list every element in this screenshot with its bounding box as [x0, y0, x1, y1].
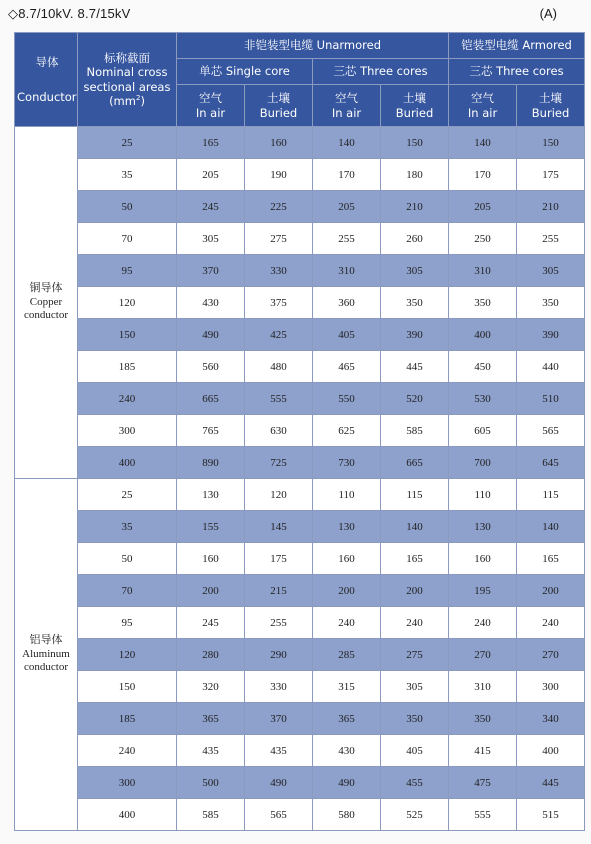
- ampacity-cell: 190: [245, 159, 313, 191]
- ampacity-cell: 290: [245, 639, 313, 671]
- cross-section-cell: 150: [78, 319, 177, 351]
- ampacity-cell: 110: [449, 479, 517, 511]
- ampacity-cell: 280: [177, 639, 245, 671]
- ampacity-cell: 390: [517, 319, 585, 351]
- conductor-group-label-cn: 铜导体: [29, 281, 63, 294]
- buried-header: [245, 85, 313, 127]
- table-row: [15, 159, 585, 191]
- ampacity-cell: 315: [313, 671, 381, 703]
- ampacity-cell: 305: [177, 223, 245, 255]
- ampacity-cell: 500: [177, 767, 245, 799]
- ampacity-cell: 510: [517, 383, 585, 415]
- conductor-group-label-en2: conductor: [24, 661, 68, 674]
- ampacity-cell: 195: [449, 575, 517, 607]
- ampacity-cell: 310: [313, 255, 381, 287]
- ampacity-cell: 165: [517, 543, 585, 575]
- area-header-en-1: Nominal cross: [86, 65, 168, 80]
- cross-section-cell: 25: [78, 479, 177, 511]
- ampacity-cell: 310: [449, 671, 517, 703]
- ampacity-cell: 435: [245, 735, 313, 767]
- ampacity-cell: 200: [313, 575, 381, 607]
- cross-section-cell: 120: [78, 287, 177, 319]
- ampacity-cell: 210: [517, 191, 585, 223]
- table-row: [15, 223, 585, 255]
- table-body: [15, 127, 585, 831]
- table-row: [15, 447, 585, 479]
- ampacity-cell: 365: [313, 703, 381, 735]
- table-row: [15, 191, 585, 223]
- single-core-header: 单芯 Single core: [177, 59, 313, 85]
- ampacity-cell: 130: [313, 511, 381, 543]
- table-row: [15, 767, 585, 799]
- ampacity-cell: 645: [517, 447, 585, 479]
- ampacity-cell: 480: [245, 351, 313, 383]
- conductor-header: [15, 33, 78, 127]
- ampacity-cell: 115: [381, 479, 449, 511]
- ampacity-cell: 205: [313, 191, 381, 223]
- table-row: [15, 639, 585, 671]
- table-row: [15, 415, 585, 447]
- ampacity-cell: 350: [381, 287, 449, 319]
- ampacity-cell: 490: [177, 319, 245, 351]
- ampacity-cell: 525: [381, 799, 449, 831]
- air-header-cn: 空气: [199, 91, 222, 106]
- ampacity-cell: 565: [245, 799, 313, 831]
- air-header: [313, 85, 381, 127]
- ampacity-cell: 665: [381, 447, 449, 479]
- table-row: [15, 511, 585, 543]
- ampacity-cell: 445: [517, 767, 585, 799]
- ampacity-cell: 165: [177, 127, 245, 159]
- cross-section-cell: 70: [78, 575, 177, 607]
- ampacity-cell: 205: [177, 159, 245, 191]
- ampacity-cell: 175: [517, 159, 585, 191]
- air-header-en: In air: [331, 105, 362, 120]
- cross-section-cell: 300: [78, 767, 177, 799]
- ampacity-cell: 175: [245, 543, 313, 575]
- ampacity-cell: 390: [381, 319, 449, 351]
- ampacity-cell: 160: [449, 543, 517, 575]
- ampacity-cell: 585: [177, 799, 245, 831]
- table-row: [15, 319, 585, 351]
- ampacity-cell: 550: [313, 383, 381, 415]
- ampacity-cell: 555: [245, 383, 313, 415]
- ampacity-cell: 160: [245, 127, 313, 159]
- ampacity-cell: 275: [245, 223, 313, 255]
- ampacity-cell: 700: [449, 447, 517, 479]
- ampacity-cell: 320: [177, 671, 245, 703]
- ampacity-cell: 180: [381, 159, 449, 191]
- cross-section-cell: 95: [78, 607, 177, 639]
- ampacity-cell: 445: [381, 351, 449, 383]
- ampacity-cell: 245: [177, 191, 245, 223]
- table-row: [15, 127, 585, 159]
- ampacity-cell: 240: [449, 607, 517, 639]
- buried-header: [517, 85, 585, 127]
- ampacity-cell: 360: [313, 287, 381, 319]
- ampacity-cell: 520: [381, 383, 449, 415]
- ampacity-cell: 340: [517, 703, 585, 735]
- cross-section-cell: 95: [78, 255, 177, 287]
- cross-section-cell: 150: [78, 671, 177, 703]
- unarmored-header: 非铠装型电缆 Unarmored: [177, 33, 449, 59]
- conductor-group-label-cn: 铝导体: [29, 633, 63, 646]
- ampacity-cell: 415: [449, 735, 517, 767]
- ampacity-cell: 350: [449, 703, 517, 735]
- ampacity-cell: 305: [381, 255, 449, 287]
- table-row: [15, 671, 585, 703]
- buried-header-en: Buried: [395, 105, 434, 120]
- ampacity-cell: 140: [449, 127, 517, 159]
- table-row: [15, 383, 585, 415]
- ampacity-cell: 225: [245, 191, 313, 223]
- ampacity-cell: 465: [313, 351, 381, 383]
- ampacity-cell: 240: [517, 607, 585, 639]
- table-row: [15, 799, 585, 831]
- ampacity-cell: 565: [517, 415, 585, 447]
- ampacity-cell: 430: [313, 735, 381, 767]
- ampacity-cell: 490: [245, 767, 313, 799]
- cross-section-cell: 400: [78, 799, 177, 831]
- ampacity-cell: 245: [177, 607, 245, 639]
- cross-section-cell: 25: [78, 127, 177, 159]
- ampacity-cell: 160: [313, 543, 381, 575]
- ampacity-cell: 400: [449, 319, 517, 351]
- ampacity-cell: 275: [381, 639, 449, 671]
- cross-section-cell: 185: [78, 703, 177, 735]
- ampacity-cell: 170: [313, 159, 381, 191]
- ampacity-cell: 430: [177, 287, 245, 319]
- ampacity-cell: 405: [313, 319, 381, 351]
- ampacity-cell: 405: [381, 735, 449, 767]
- buried-header-cn: 土壤: [403, 91, 427, 106]
- area-header: [78, 33, 177, 127]
- ampacity-cell: 140: [381, 511, 449, 543]
- area-header-cn: 标称截面: [104, 50, 150, 65]
- ampacity-cell: 530: [449, 383, 517, 415]
- conductor-group-label-en1: Copper: [29, 295, 63, 308]
- conductor-group-label-en2: conductor: [24, 309, 68, 322]
- ampacity-cell: 425: [245, 319, 313, 351]
- table-row: [15, 543, 585, 575]
- area-header-en-2: sectional areas: [83, 79, 171, 94]
- ampacity-cell: 205: [449, 191, 517, 223]
- ampacity-cell: 665: [177, 383, 245, 415]
- ampacity-cell: 350: [517, 287, 585, 319]
- three-cores-armored-header: 三芯 Three cores: [449, 59, 585, 85]
- ampacity-cell: 370: [177, 255, 245, 287]
- current-capacity-table: [14, 32, 585, 831]
- table-row: [15, 703, 585, 735]
- ampacity-cell: 150: [381, 127, 449, 159]
- cross-section-cell: 35: [78, 159, 177, 191]
- cross-section-cell: 185: [78, 351, 177, 383]
- ampacity-cell: 475: [449, 767, 517, 799]
- ampacity-cell: 255: [517, 223, 585, 255]
- ampacity-cell: 260: [381, 223, 449, 255]
- ampacity-cell: 300: [517, 671, 585, 703]
- ampacity-cell: 765: [177, 415, 245, 447]
- air-header-cn: 空气: [471, 91, 495, 106]
- ampacity-cell: 200: [381, 575, 449, 607]
- ampacity-cell: 450: [449, 351, 517, 383]
- armored-header: 铠装型电缆 Armored: [449, 33, 585, 59]
- ampacity-cell: 305: [517, 255, 585, 287]
- air-header-en: In air: [195, 105, 226, 120]
- cross-section-cell: 35: [78, 511, 177, 543]
- table-row: [15, 351, 585, 383]
- ampacity-cell: 145: [245, 511, 313, 543]
- ampacity-cell: 440: [517, 351, 585, 383]
- ampacity-cell: 285: [313, 639, 381, 671]
- table-row: [15, 479, 585, 511]
- page-header: [0, 0, 591, 32]
- cross-section-cell: 50: [78, 543, 177, 575]
- ampacity-cell: 555: [449, 799, 517, 831]
- ampacity-cell: 605: [449, 415, 517, 447]
- conductor-group-label: [15, 479, 78, 831]
- table-row: [15, 255, 585, 287]
- ampacity-cell: 435: [177, 735, 245, 767]
- ampacity-cell: 725: [245, 447, 313, 479]
- cross-section-cell: 70: [78, 223, 177, 255]
- ampacity-cell: 270: [517, 639, 585, 671]
- ampacity-cell: 130: [449, 511, 517, 543]
- cross-section-cell: 50: [78, 191, 177, 223]
- ampacity-cell: 310: [449, 255, 517, 287]
- ampacity-cell: 165: [381, 543, 449, 575]
- ampacity-cell: 150: [517, 127, 585, 159]
- ampacity-cell: 630: [245, 415, 313, 447]
- buried-header-en: Buried: [259, 105, 298, 120]
- ampacity-cell: 210: [381, 191, 449, 223]
- cross-section-cell: 240: [78, 735, 177, 767]
- ampacity-cell: 375: [245, 287, 313, 319]
- cross-section-cell: 400: [78, 447, 177, 479]
- unit-label: (A): [539, 6, 557, 21]
- ampacity-cell: 350: [449, 287, 517, 319]
- conductor-group-label: [15, 127, 78, 479]
- ampacity-cell: 305: [381, 671, 449, 703]
- ampacity-cell: 130: [177, 479, 245, 511]
- ampacity-cell: 625: [313, 415, 381, 447]
- table-row: [15, 575, 585, 607]
- ampacity-cell: 160: [177, 543, 245, 575]
- conductor-header-cn: 导体: [35, 55, 59, 70]
- ampacity-cell: 250: [449, 223, 517, 255]
- table-header: [15, 33, 585, 127]
- ampacity-cell: 215: [245, 575, 313, 607]
- ampacity-cell: 255: [245, 607, 313, 639]
- cross-section-cell: 300: [78, 415, 177, 447]
- ampacity-cell: 515: [517, 799, 585, 831]
- ampacity-cell: 370: [245, 703, 313, 735]
- ampacity-cell: 240: [313, 607, 381, 639]
- ampacity-cell: 110: [313, 479, 381, 511]
- air-header-en: In air: [467, 105, 498, 120]
- ampacity-cell: 200: [177, 575, 245, 607]
- voltage-label: ◇8.7/10kV. 8.7/15kV: [8, 6, 131, 21]
- ampacity-cell: 170: [449, 159, 517, 191]
- buried-header-cn: 土壤: [267, 91, 290, 106]
- ampacity-cell: 890: [177, 447, 245, 479]
- cross-section-cell: 120: [78, 639, 177, 671]
- ampacity-cell: 560: [177, 351, 245, 383]
- ampacity-cell: 455: [381, 767, 449, 799]
- ampacity-cell: 255: [313, 223, 381, 255]
- conductor-header-en: Conductor: [17, 89, 77, 104]
- ampacity-cell: 120: [245, 479, 313, 511]
- conductor-group-label-en1: Aluminum: [22, 647, 70, 660]
- ampacity-cell: 330: [245, 255, 313, 287]
- air-header: [177, 85, 245, 127]
- table-row: [15, 287, 585, 319]
- three-cores-unarmored-header: 三芯 Three cores: [313, 59, 449, 85]
- cross-section-cell: 240: [78, 383, 177, 415]
- buried-header-cn: 土壤: [539, 91, 563, 106]
- ampacity-cell: 155: [177, 511, 245, 543]
- ampacity-cell: 330: [245, 671, 313, 703]
- ampacity-cell: 200: [517, 575, 585, 607]
- ampacity-cell: 140: [517, 511, 585, 543]
- area-header-unit: $(mm^2)$: [109, 93, 145, 108]
- ampacity-cell: 240: [381, 607, 449, 639]
- ampacity-cell: 580: [313, 799, 381, 831]
- ampacity-cell: 730: [313, 447, 381, 479]
- ampacity-cell: 140: [313, 127, 381, 159]
- ampacity-cell: 115: [517, 479, 585, 511]
- table-row: [15, 735, 585, 767]
- ampacity-cell: 270: [449, 639, 517, 671]
- air-header-cn: 空气: [335, 91, 358, 106]
- ampacity-cell: 350: [381, 703, 449, 735]
- ampacity-cell: 490: [313, 767, 381, 799]
- ampacity-cell: 585: [381, 415, 449, 447]
- ampacity-cell: 400: [517, 735, 585, 767]
- ampacity-cell: 365: [177, 703, 245, 735]
- buried-header: [381, 85, 449, 127]
- buried-header-en: Buried: [531, 105, 570, 120]
- air-header: [449, 85, 517, 127]
- table-row: [15, 607, 585, 639]
